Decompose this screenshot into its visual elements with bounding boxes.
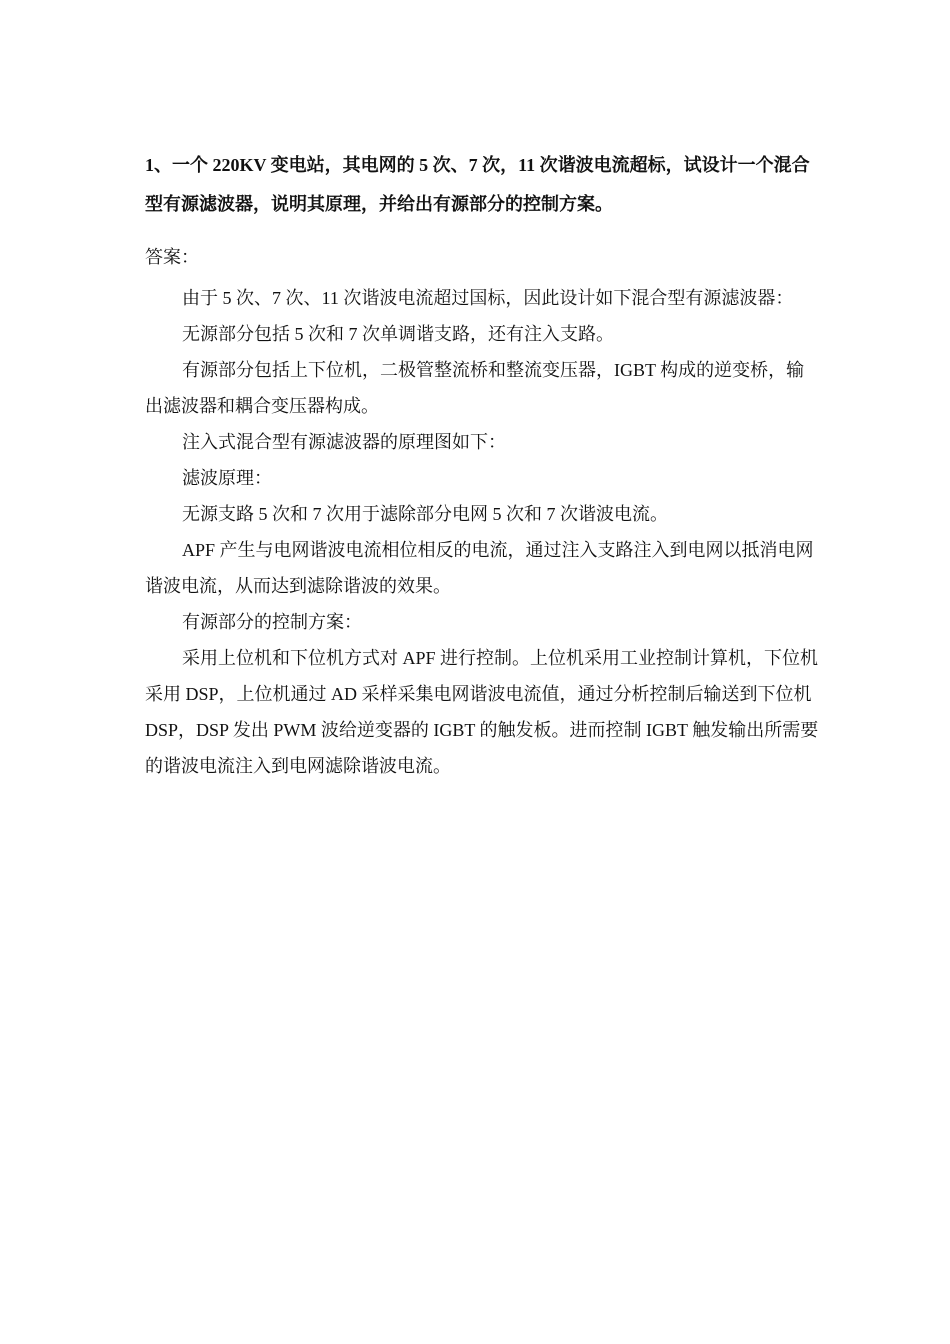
paragraph-active-part: 有源部分包括上下位机，二极管整流桥和整流变压器，IGBT 构成的逆变桥，输出滤波器和耦合变压器构成。 [145,360,805,416]
question-heading: 1、一个 220KV 变电站，其电网的 5 次、7 次，11 次谐波电流超标，试设计一个混合型有源滤波器，说明其原理，并给出有源部分的控制方案。 [145,155,810,214]
paragraph-diagram-intro: 注入式混合型有源滤波器的原理图如下： [182,432,506,452]
paragraph-principle-heading: 滤波原理： [182,468,272,488]
paragraph-apf-principle: APF 产生与电网谐波电流相位相反的电流，通过注入支路注入到电网以抵消电网谐波电流，从而达到滤除谐波的效果。 [145,540,814,596]
paragraph-control-heading: 有源部分的控制方案： [182,612,362,632]
document-body [145,146,821,784]
paragraph-passive-filtering: 无源支路 5 次和 7 次用于滤除部分电网 5 次和 7 次谐波电流。 [182,504,668,524]
paragraph-passive-part: 无源部分包括 5 次和 7 次单调谐支路，还有注入支路。 [182,324,614,344]
paragraph-reason: 由于 5 次、7 次、11 次谐波电流超过国标，因此设计如下混合型有源滤波器： [182,288,794,308]
paragraph-control-scheme: 采用上位机和下位机方式对 APF 进行控制。上位机采用工业控制计算机，下位机采用 DSP，上位机通过 AD 采样采集电网谐波电流值，通过分析控制后输送到下位机 DSP，DSP 发出 PWM 波给逆变器的 IGBT 的触发板。进而控制 IGBT 触发输出所需要的谐波电流注入到电网滤除谐波电流。 [145,648,819,776]
answer-label: 答案： [145,247,199,267]
